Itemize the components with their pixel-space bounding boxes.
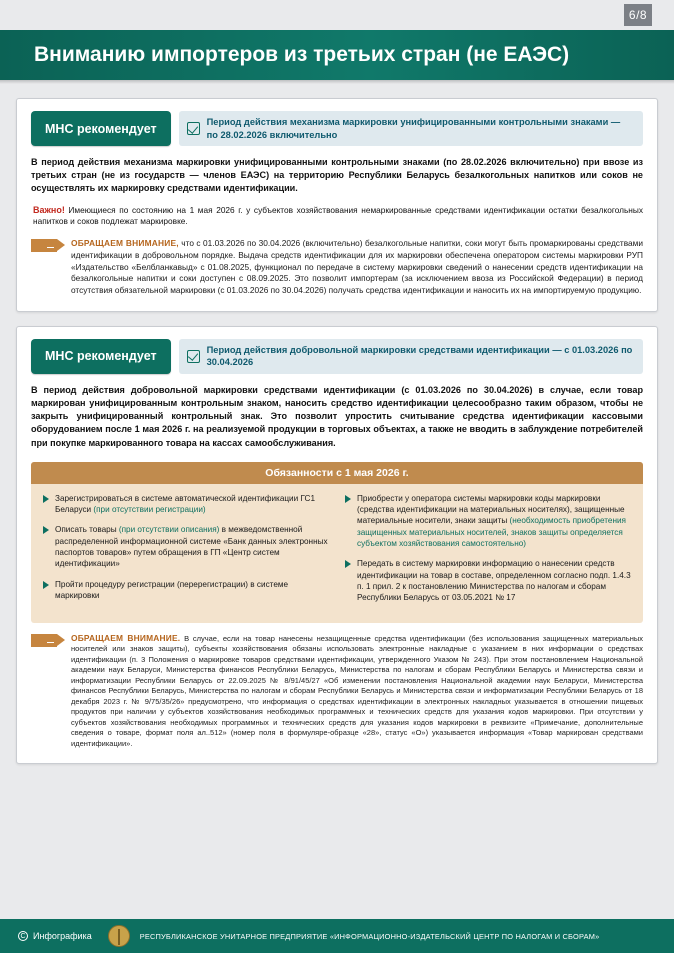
period-note-1 xyxy=(179,111,643,146)
mns-recommends-badge-1: МНС рекомендует xyxy=(31,111,171,146)
copyright-icon: C xyxy=(18,931,28,941)
list-item xyxy=(43,524,329,569)
arrow-right-icon xyxy=(31,239,57,252)
obligations-title: Обязанности с 1 мая 2026 г. xyxy=(31,462,643,484)
important-label: Важно! xyxy=(33,204,65,215)
bullet-triangle-icon xyxy=(345,560,351,568)
list-item xyxy=(43,579,329,602)
card2-attention-row xyxy=(31,633,643,750)
attention-text-1: что с 01.03.2026 по 30.04.2026 (включительно) безалкогольные напитки, соки могут быть промаркированы средствами идентификации в добровольном порядке. Выдача средств идентификации для их маркировки обеспечена оператором системы маркировки РУП «Издательство «Белбланкавыд» с 01.08.2025, функционал по передаче в систему маркировки сведений о нанесении средств идентификации на безалкогольные напитки и соки доступен с 08.09.2025. Это позволит импортерам (за исключением ввоза из Российской Федерации) в период отсутствия обязательной маркировки (с 01.03.2026 по 30.04.2026) получать средства идентификации и наносить их на импортируемую продукцию. xyxy=(71,237,643,296)
footer-publisher-label: РЕСПУБЛИКАНСКОЕ УНИТАРНОЕ ПРЕДПРИЯТИЕ «ИНФОРМАЦИОННО-ИЗДАТЕЛЬСКИЙ ЦЕНТР ПО НАЛОГАМ И СБОРАМ» xyxy=(139,931,600,941)
emblem-icon xyxy=(108,925,130,947)
obligation-text: Зарегистрироваться в системе автоматической идентификации ГС1 Беларуси (при отсутствии регистрации) xyxy=(55,493,316,515)
card1-body-text: В период действия механизма маркировки унифицированными контрольными знаками (по 28.02.2026 включительно) при ввозе из третьих стран (не из государств — членов ЕАЭС) на территорию Республики Беларусь безалкогольных напитков или соков не осуществлять их маркировку средствами идентификации. xyxy=(31,157,643,194)
recommendation-row-2 xyxy=(31,339,643,374)
obligations-right-column xyxy=(345,493,631,613)
bullet-triangle-icon xyxy=(345,495,351,503)
content-wrapper xyxy=(0,84,674,764)
card-voluntary-marking xyxy=(16,326,658,765)
card2-body-text: В период действия добровольной маркировки средствами идентификации (с 01.03.2026 по 30.04.2026) в случае, если товар маркирован унифицированным контрольным знаком, наносить средство идентификации целесообразно таким образом, чтобы не закрыть унифицированный контрольный знак. Это позволит упростить считывание средства идентификации кассовыми оборудованием после 1 мая 2026 г. на реализуемой продукции в торговых объектах, а также не вводить в заблуждение потребителей при покупке маркированного товара на кассах самообслуживания. xyxy=(31,384,643,448)
footer-infographic-credit xyxy=(18,931,92,941)
list-item xyxy=(345,558,631,603)
obligations-left-column xyxy=(43,493,329,613)
recommendation-row-1 xyxy=(31,111,643,146)
obligation-text: Описать товары (при отсутствии описания) в межведомственной распределенной информационной системе «Банк данных электронных паспортов товаров» путем обращения в ГП «Центр систем идентификации» xyxy=(55,525,328,569)
checkbox-check-icon xyxy=(187,350,200,363)
obligation-text: Приобрести у оператора системы маркировки коды маркировки (средства идентификации на материальных носителях), защищенные материальные носители, знаки защиты (необходимость приобретения защищенных материальных носителей, знаков защиты определяется субъектом хозяйствования самостоятельно) xyxy=(357,493,626,549)
page-number-bar xyxy=(0,0,674,30)
arrow-right-icon xyxy=(31,634,57,647)
page-number-badge: 6/8 xyxy=(624,4,652,26)
footer-left-label: Инфографика xyxy=(33,931,92,941)
important-text: Имеющиеся по состоянию на 1 мая 2026 г. у субъектов хозяйствования немаркированные средствами идентификации остатки безалкогольных напитков и соков подлежат маркировке. xyxy=(33,204,643,227)
bullet-triangle-icon xyxy=(43,495,49,503)
checkbox-check-icon xyxy=(187,122,200,135)
card1-important-block xyxy=(31,204,643,228)
bullet-triangle-icon xyxy=(43,526,49,534)
obligations-panel xyxy=(31,462,643,623)
period-note-2 xyxy=(179,339,643,374)
card1-attention-body xyxy=(71,238,643,297)
obligation-text: Передать в систему маркировки информацию о нанесении средств идентификации на товар в составе, определенном согласно подп. 1.4.3 п. 1 прил. 2 к постановлению Министерства по налогам и сборам Республики Беларусь от 03.05.2021 № 17 xyxy=(357,559,631,603)
attention-text-2: В случае, если на товар нанесены незащищенные средства идентификации (без использования защищенных материальных носителей или знаков защиты), субъекты хозяйствования обязаны использовать электронные накладные с указанием в них информации о средствах идентификации (п. 3 Положения о маркировке товаров средствами идентификации, утвержденного Указом № 243). При этом постановлением Национальной академии наук Беларуси, Министерства финансов Республики Беларусь, Министерства по налогам и сборам Республики Беларусь и Министерства связи и информатизации Республики Беларусь от 22.09.2025 № 8/91/45/27 «Об изменении постановления Национальной академии наук Беларуси, Министерства финансов Республики Беларусь, Министерства по налогам и сборам Республики Беларусь и Министерства связи и информатизации Республики Беларусь от 18 декабря 2023 г. № 9/75/35/26» предусмотрено, что информация о средствах идентификации в электронных накладных указывается в отношении пищевых продуктов при наличии у субъектов хозяйствования необходимых программных и технических средств для указания кодов маркировки. При отсутствии у субъектов хозяйствования необходимых программных и технических средств для указания кодов маркировки в реквизите «Примечание, дополнительные сведения о товаре, формат поля ал..512» (номер поля в формуляре-образце «28», статус «О») указывается информация «Товар маркирован средствами идентификации». xyxy=(71,633,643,748)
list-item xyxy=(43,493,329,516)
page-footer xyxy=(0,919,674,953)
card2-footnote-body xyxy=(71,633,643,750)
obligation-text: Пройти процедуру регистрации (перерегистрации) в системе маркировки xyxy=(55,579,289,601)
period-note-text-2: Период действия добровольной маркировки средствами идентификации — с 01.03.2026 по 30.04.2026 xyxy=(206,344,633,368)
card1-attention-row xyxy=(31,238,643,297)
list-item xyxy=(345,493,631,550)
attention-title-2: ОБРАЩАЕМ ВНИМАНИЕ. xyxy=(71,632,181,643)
obligations-columns xyxy=(31,484,643,613)
card-unified-control-marks xyxy=(16,98,658,312)
attention-title-1: ОБРАЩАЕМ ВНИМАНИЕ, xyxy=(71,237,179,248)
bullet-triangle-icon xyxy=(43,581,49,589)
mns-recommends-badge-2: МНС рекомендует xyxy=(31,339,171,374)
page-header-band xyxy=(0,30,674,80)
page-title: Вниманию импортеров из третьих стран (не ЕАЭС) xyxy=(34,43,570,66)
period-note-text-1: Период действия механизма маркировки унифицированными контрольными знаками — по 28.02.2026 включительно xyxy=(206,117,621,140)
